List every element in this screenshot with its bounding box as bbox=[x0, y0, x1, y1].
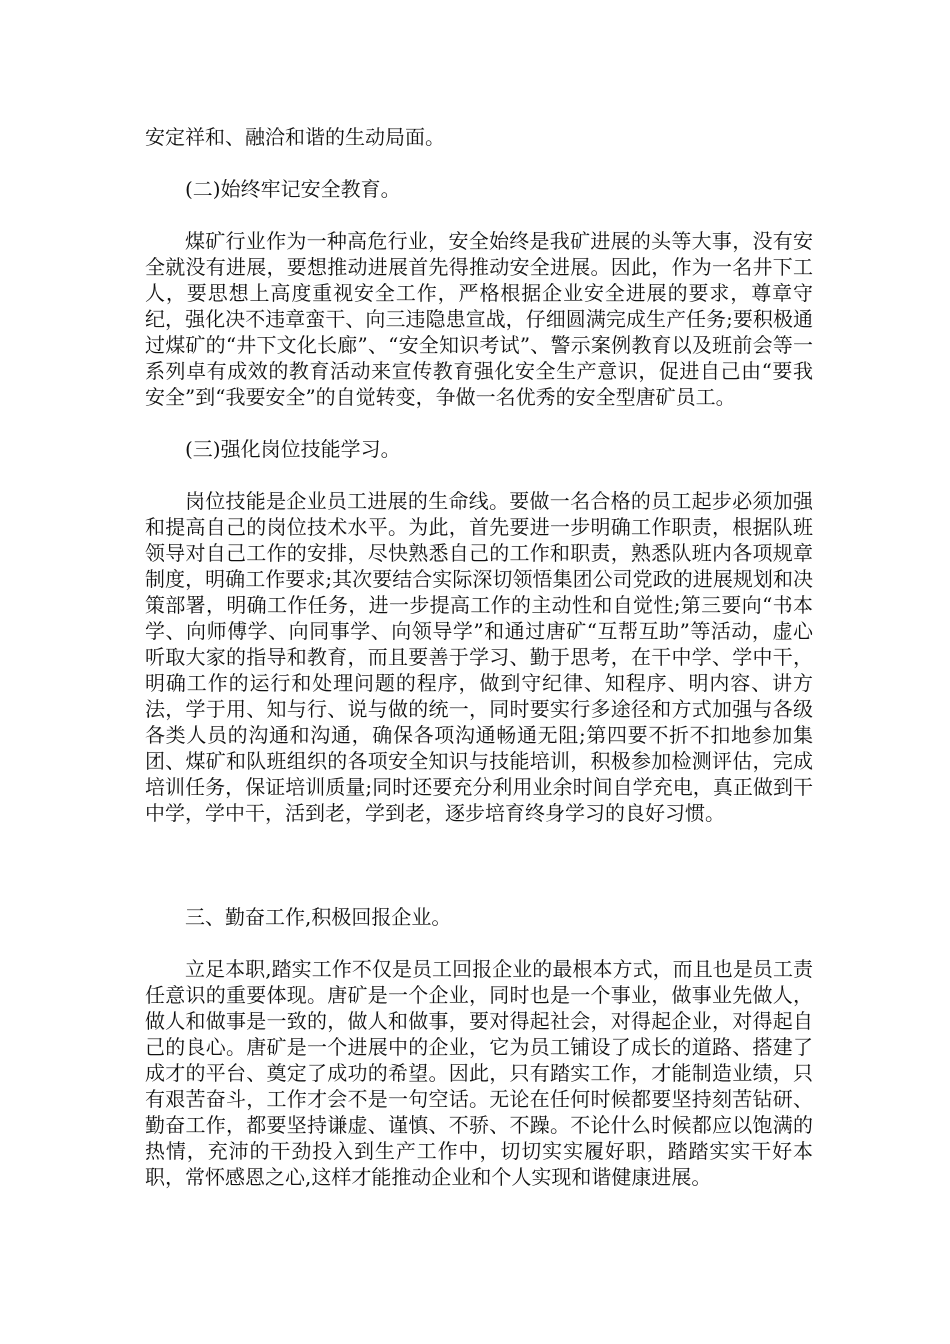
section-heading-safety-education: (二)始终牢记安全教育。 bbox=[185, 177, 401, 201]
paragraph-skill-learning: 岗位技能是企业员工进展的生命线。要做一名合格的员工起步必须加强和提高自己的岗位技术水平。为此，首先要进一步明确工作职责，根据队班领导对自己工作的安排，尽快熟悉自己的工作和职责，熟悉队班内各项规章制度，明确工作要求;其次要结合实际深切领悟集团公司党政的进展规划和决策部署，明确工作任务，进一步提高工作的主动性和自觉性;第三要向“书本学、向师傅学、向同事学、向领导学”和通过唐矿“互帮互助”等活动，虚心听取大家的指导和教育，而且要善于学习、勤于思考，在干中学、学中干，明确工作的运行和处理问题的程序，做到守纪律、知程序、明内容、讲方法，学于用、知与行、说与做的统一，同时要实行多途径和方式加强与各级各类人员的沟通和沟通，确保各项沟通畅通无阻;第四要不折不扣地参加集团、煤矿和队班组织的各项安全知识与技能培训，积极参加检测评估，完成培训任务，保证培训质量;同时还要充分利用业余时间自学充电，真正做到干中学，学中干，活到老，学到老，逐步培育终身学习的良好习惯。 bbox=[145, 489, 813, 825]
paragraph-safety-education: 煤矿行业作为一种高危行业，安全始终是我矿进展的头等大事，没有安全就没有进展，要想推动进展首先得推动安全进展。因此，作为一名井下工人，要思想上高度重视安全工作，严格根据企业安全进展的要求，尊章守纪，强化决不违章蛮干、向三违隐患宣战，仔细圆满完成生产任务;要积极通过煤矿的“井下文化长廊”、“安全知识考试”、警示案例教育以及班前会等一系列卓有成效的教育活动来宣传教育强化安全生产意识，促进自己由“要我安全”到“我要安全”的自觉转变，争做一名优秀的安全型唐矿员工。 bbox=[145, 229, 813, 409]
section-heading-diligent-work: 三、勤奋工作,积极回报企业。 bbox=[185, 905, 452, 929]
paragraph-closing: 安定祥和、融洽和谐的生动局面。 bbox=[145, 125, 445, 149]
section-heading-skill-learning: (三)强化岗位技能学习。 bbox=[185, 437, 401, 461]
document-page bbox=[145, 0, 813, 1344]
paragraph-diligent-work: 立足本职,踏实工作不仅是员工回报企业的最根本方式，而且也是员工责任意识的重要体现。唐矿是一个企业，同时也是一个事业，做事业先做人，做人和做事是一致的，做人和做事，要对得起社会，对得起企业，对得起自己的良心。唐矿是一个进展中的企业，它为员工铺设了成长的道路、搭建了成才的平台、奠定了成功的希望。因此，只有踏实工作，才能制造业绩，只有艰苦奋斗，工作才会不是一句空话。无论在任何时候都要坚持刻苦钻研、勤奋工作，都要坚持谦虚、谨慎、不骄、不躁。不论什么时候都应以饱满的热情，充沛的干劲投入到生产工作中，切切实实履好职，踏踏实实干好本职，常怀感恩之心,这样才能推动企业和个人实现和谐健康进展。 bbox=[145, 957, 813, 1189]
